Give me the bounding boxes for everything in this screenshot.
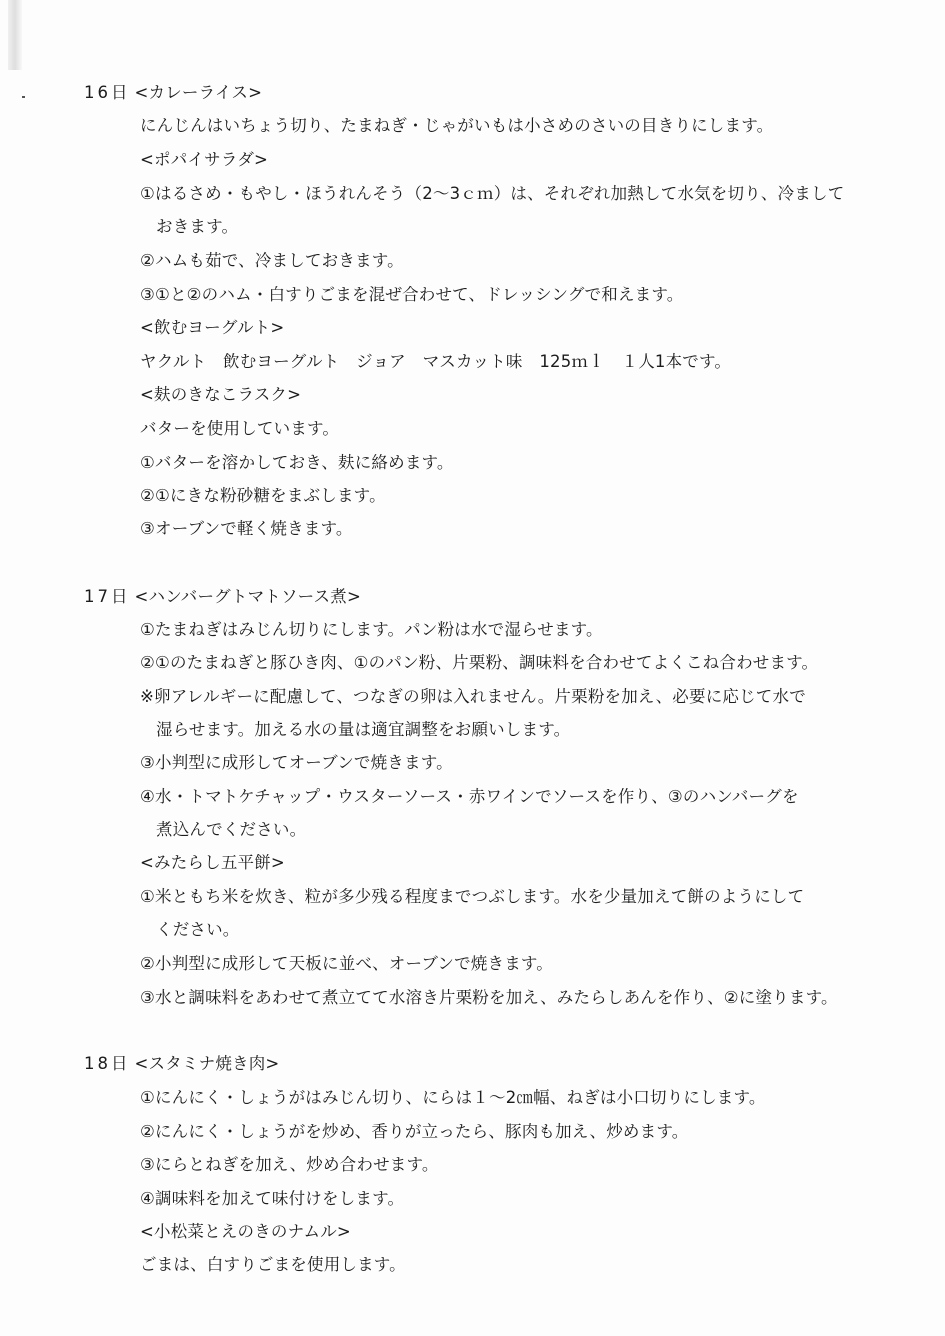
text-line-continued: おきます。: [156, 217, 239, 236]
dish-subheading: <ポパイサラダ>: [140, 150, 269, 169]
day-label: 18日: [84, 1054, 131, 1073]
dish-heading: <ハンバーグトマトソース煮>: [134, 587, 361, 606]
text-line: ①バターを溶かしておき、麸に絡めます。: [140, 453, 454, 472]
text-line: ②①にきな粉砂糖をまぶします。: [140, 486, 386, 505]
day-label: 17日: [84, 587, 131, 606]
day-heading-18: [84, 1053, 279, 1075]
text-line: にんじんはいちょう切り、たまねぎ・じゃがいもは小さめのさいの目きりにします。: [140, 116, 774, 135]
day-label: 16日: [84, 83, 131, 102]
text-line: ①米ともち米を炊き、粒が多少残る程度までつぶします。水を少量加えて餅のようにして: [140, 887, 805, 906]
text-line: ③オーブンで軽く焼きます。: [140, 519, 353, 538]
text-line: バターを使用しています。: [140, 419, 340, 438]
scan-dot-mark: [22, 96, 25, 98]
text-line-continued: 湿らせます。加える水の量は適宜調整をお願いします。: [156, 720, 571, 739]
text-line: ごまは、白すりごまを使用します。: [140, 1255, 406, 1274]
text-line: ヤクルト 飲むヨーグルト ジョア マスカット味 125ｍｌ １人1本です。: [140, 352, 732, 371]
dish-heading: <スタミナ焼き肉>: [134, 1054, 280, 1073]
dish-heading: <カレーライス>: [134, 83, 263, 102]
text-line: ②①のたまねぎと豚ひき肉、①のパン粉、片栗粉、調味料を合わせてよくこね合わせます。: [140, 653, 819, 672]
text-line: ②小判型に成形して天板に並べ、オーブンで焼きます。: [140, 954, 553, 973]
text-line: ①たまねぎはみじん切りにします。パン粉は水で湿らせます。: [140, 620, 603, 639]
dish-subheading: <小松菜とえのきのナムル>: [140, 1222, 351, 1241]
text-line: ③にらとねぎを加え、炒め合わせます。: [140, 1155, 439, 1174]
scan-edge-mark: [8, 0, 22, 70]
text-line: ②にんにく・しょうがを炒め、香りが立ったら、豚肉も加え、炒めます。: [140, 1122, 689, 1141]
text-line: ③小判型に成形してオーブンで焼きます。: [140, 753, 453, 772]
text-line: ①にんにく・しょうがはみじん切り、にらは１～2㎝幅、ねぎは小口切りにします。: [140, 1088, 766, 1107]
text-line: ③①と②のハム・白すりごまを混ぜ合わせて、ドレッシングで和えます。: [140, 285, 684, 304]
text-line: ④調味料を加えて味付けをします。: [140, 1189, 405, 1208]
day-heading-17: [84, 586, 361, 608]
text-line-continued: ください。: [156, 920, 240, 939]
text-line: ①はるさめ・もやし・ほうれんそう（2～3ｃｍ）は、それぞれ加熱して水気を切り、冷まして: [140, 184, 845, 203]
text-line: ③水と調味料をあわせて煮立てて水溶き片栗粉を加え、みたらしあんを作り、②に塗ります。: [140, 988, 838, 1007]
day-heading-16: [84, 82, 262, 104]
text-line-continued: 煮込んでください。: [156, 820, 307, 839]
text-line: ②ハムも茹で、冷ましておきます。: [140, 251, 404, 270]
text-line: ④水・トマトケチャップ・ウスターソース・赤ワインでソースを作り、③のハンバーグを: [140, 787, 799, 806]
text-line: ※卵アレルギーに配慮して、つなぎの卵は入れません。片栗粉を加え、必要に応じて水で: [140, 687, 806, 706]
dish-subheading: <みたらし五平餅>: [140, 853, 285, 872]
dish-subheading: <麸のきなこラスク>: [140, 385, 302, 404]
dish-subheading: <飲むヨーグルト>: [140, 318, 285, 337]
